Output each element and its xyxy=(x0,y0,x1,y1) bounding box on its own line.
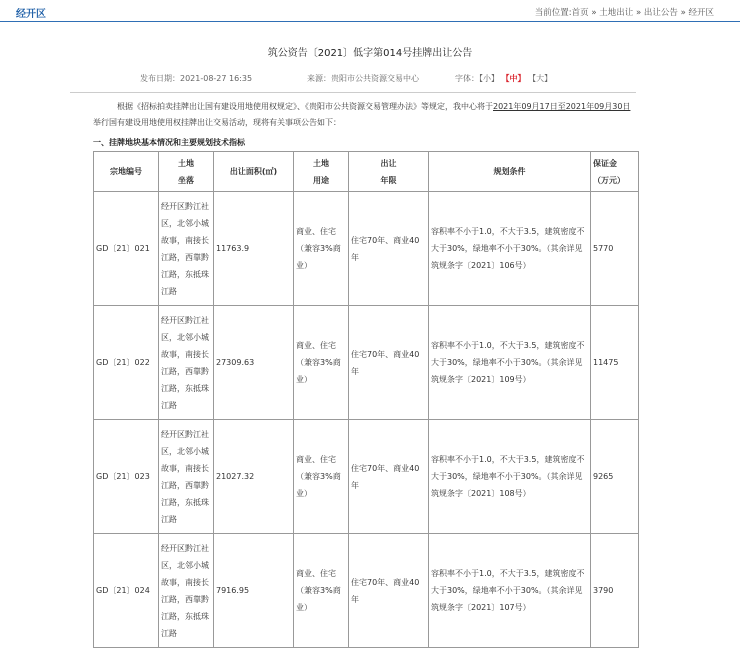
cell-location: 经开区黔江社区，北邻小城故事，南接长江路，西靠黔江路，东抵珠江路 xyxy=(159,306,214,420)
section-heading: 一、挂牌地块基本情况和主要规划技术指标 xyxy=(93,138,245,147)
cell-term: 住宅70年、商业40年 xyxy=(349,192,429,306)
breadcrumb-notice[interactable]: 出让公告 xyxy=(643,8,678,18)
cell-deposit: 11475 xyxy=(591,306,639,420)
intro-paragraph xyxy=(93,99,638,131)
table-row xyxy=(94,192,639,306)
cell-code: GD〔21〕022 xyxy=(94,306,159,420)
cell-term: 住宅70年、商业40年 xyxy=(349,534,429,648)
breadcrumb xyxy=(535,6,714,18)
table-row xyxy=(94,420,639,534)
header-term: 出让 年限 xyxy=(349,152,429,192)
breadcrumb-sep: » xyxy=(635,8,642,18)
header-deposit: 保证金 （万元） xyxy=(591,152,639,192)
breadcrumb-sep: » xyxy=(591,8,597,18)
intro-text-a: 根据《招标拍卖挂牌出让国有建设用地使用权规定》、《贵阳市公共资源交易管理办法》等规定，我中心将于 xyxy=(117,102,493,111)
breadcrumb-sep: » xyxy=(680,8,686,18)
title-divider xyxy=(70,92,636,93)
cell-code: GD〔21〕023 xyxy=(94,420,159,534)
header-plan: 规划条件 xyxy=(429,152,591,192)
breadcrumb-home[interactable]: 首页 xyxy=(571,8,589,18)
header-code: 宗地编号 xyxy=(94,152,159,192)
cell-use: 商业、住宅（兼容3%商业） xyxy=(294,306,349,420)
section-title: 经开区 xyxy=(16,9,46,20)
table-row xyxy=(94,534,639,648)
font-small-button[interactable]: 【小】 xyxy=(479,74,499,83)
cell-use: 商业、住宅（兼容3%商业） xyxy=(294,534,349,648)
cell-deposit: 9265 xyxy=(591,420,639,534)
font-large-button[interactable]: 【大】 xyxy=(528,74,553,83)
intro-text-b: 举行国有建设用地使用权挂牌出让交易活动，现将有关事项公告如下： xyxy=(93,118,341,127)
cell-area: 21027.32 xyxy=(214,420,294,534)
cell-code: GD〔21〕021 xyxy=(94,192,159,306)
font-size-label: 字体： xyxy=(455,74,479,83)
cell-area: 7916.95 xyxy=(214,534,294,648)
cell-use: 商业、住宅（兼容3%商业） xyxy=(294,192,349,306)
font-size-switcher xyxy=(455,73,552,84)
cell-term: 住宅70年、商业40年 xyxy=(349,306,429,420)
cell-location: 经开区黔江社区，北邻小城故事，南接长江路，西靠黔江路，东抵珠江路 xyxy=(159,420,214,534)
article-source: 来源：贵阳市公共资源交易中心 xyxy=(307,74,419,83)
breadcrumb-prefix: 当前位置: xyxy=(534,8,572,18)
top-bar xyxy=(0,0,740,22)
intro-dates: 2021年09月17日至2021年09月30日 xyxy=(493,102,631,111)
cell-term: 住宅70年、商业40年 xyxy=(349,420,429,534)
cell-location: 经开区黔江社区，北邻小城故事，南接长江路，西靠黔江路，东抵珠江路 xyxy=(159,534,214,648)
header-location: 土地 坐落 xyxy=(159,152,214,192)
breadcrumb-district[interactable]: 经开区 xyxy=(688,8,714,18)
article-title: 筑公资告〔2021〕低字第014号挂牌出让公告 xyxy=(267,48,473,59)
land-table xyxy=(93,151,639,648)
cell-plan: 容积率不小于1.0，不大于3.5，建筑密度不大于30%，绿地率不小于30%。（其余详见筑规条字〔2021〕109号） xyxy=(429,306,591,420)
font-medium-button[interactable]: 【中】 xyxy=(501,74,526,83)
cell-deposit: 5770 xyxy=(591,192,639,306)
cell-area: 11763.9 xyxy=(214,192,294,306)
header-use: 土地 用途 xyxy=(294,152,349,192)
header-area: 出让面积(㎡) xyxy=(214,152,294,192)
cell-deposit: 3790 xyxy=(591,534,639,648)
cell-plan: 容积率不小于1.0，不大于3.5，建筑密度不大于30%，绿地率不小于30%。（其余详见筑规条字〔2021〕107号） xyxy=(429,534,591,648)
cell-use: 商业、住宅（兼容3%商业） xyxy=(294,420,349,534)
cell-plan: 容积率不小于1.0，不大于3.5，建筑密度不大于30%，绿地率不小于30%。（其余详见筑规条字〔2021〕108号） xyxy=(429,420,591,534)
cell-area: 27309.63 xyxy=(214,306,294,420)
cell-code: GD〔21〕024 xyxy=(94,534,159,648)
publish-date: 发布日期：2021-08-27 16:35 xyxy=(140,74,253,83)
breadcrumb-land-transfer[interactable]: 土地出让 xyxy=(599,8,634,18)
cell-plan: 容积率不小于1.0，不大于3.5，建筑密度不大于30%，绿地率不小于30%。（其余详见筑规条字〔2021〕106号） xyxy=(429,192,591,306)
table-row xyxy=(94,306,639,420)
cell-location: 经开区黔江社区，北邻小城故事，南接长江路，西靠黔江路，东抵珠江路 xyxy=(159,192,214,306)
